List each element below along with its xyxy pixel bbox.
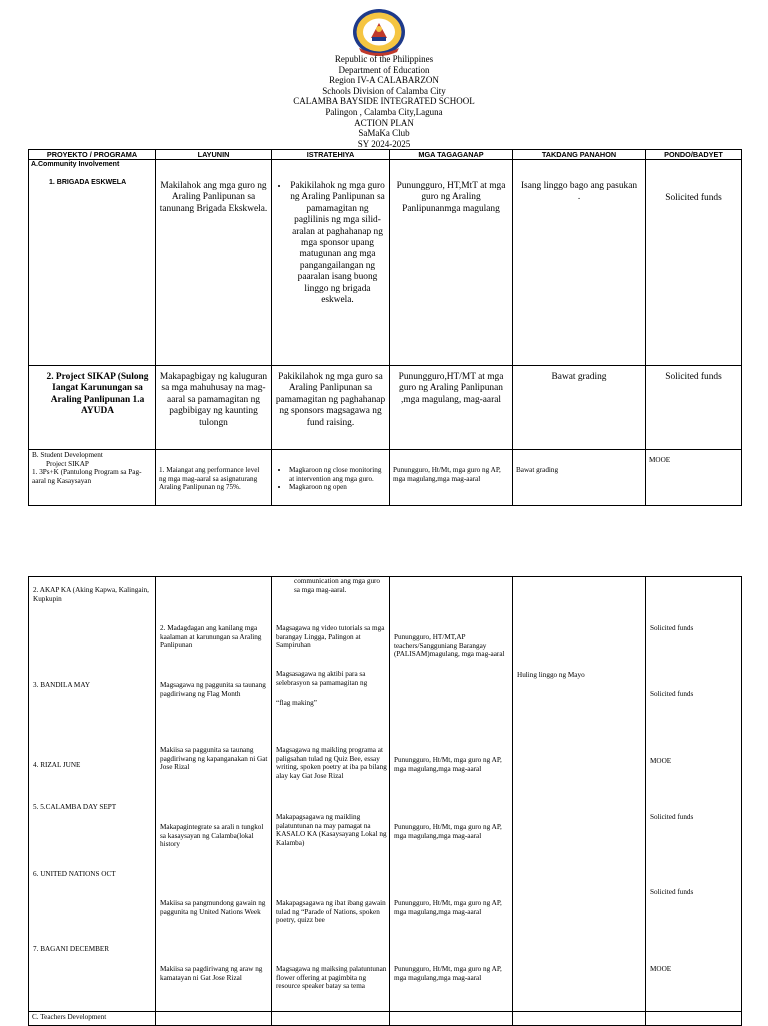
objective-ayuda: Makapagbigay ng kaluguran sa mga mahuhusay na mag-aaral sa pamamagitan ng pagbibigay ng kaunting tulongn <box>159 372 268 428</box>
strategy-bandila-flag-making: “flag making” <box>276 699 317 707</box>
strategy-bandila: Magsasagawa ng aktibi para sa selebrasyon sa pamamagitan ng <box>276 670 368 687</box>
col-header-pondo: PONDO/BADYET <box>646 150 742 160</box>
objective-un: Makiisa sa pangmundong gawain ng paggunita ng United Nations Week <box>160 899 266 916</box>
document-header <box>0 54 768 149</box>
header-address: Palingon , Calamba City,Laguna <box>325 106 443 117</box>
budget-rizal: MOOE <box>650 757 672 765</box>
project-bandila-may: 3. BANDILA MAY <box>33 681 91 689</box>
section-title-community: A.Community Involvement <box>31 161 120 168</box>
objective-akap-ka: 2. Madagdagan ang kanilang mga kaalaman at karunungan sa Araling Panlipunan <box>160 624 262 650</box>
implementers-3psk: Punungguro, Ht/Mt, mga guro ng AP, mga magulang,mga mag-aaral <box>393 466 501 483</box>
implementers-calamba: Punungguro, Ht/Mt, mga guro ng AP, mga magulang,mga mag-aaral <box>394 823 502 840</box>
objective-bagani: Makiisa sa pagdiriwang ng araw ng kamatayan ni Gat Jose Rizal <box>160 965 263 982</box>
budget-ayuda: Solicited funds <box>665 372 722 382</box>
section-title-teachers: C. Teachers Development <box>32 1013 107 1021</box>
action-plan-table-page2 <box>28 576 742 1026</box>
budget-bandila: Solicited funds <box>650 690 694 698</box>
schedule-brigada-mark: . <box>577 192 581 203</box>
budget-bagani: MOOE <box>650 965 672 973</box>
col-header-proyekto: PROYEKTO / PROGRAMA <box>29 150 156 160</box>
header-school-year: SY 2024-2025 <box>357 138 411 149</box>
objective-calamba: Makapagintegrate sa arali n tungkol sa kasaysayan ng Calamba(lokal history <box>160 823 264 849</box>
objective-bandila: Magsagawa ng paggunita sa taunang pagdiriwang ng Flag Month <box>160 681 266 698</box>
schedule-brigada: Isang linggo bago ang pasukan <box>520 181 638 191</box>
deped-seal-logo <box>351 8 407 56</box>
header-department: Department of Education <box>338 64 430 75</box>
project-bagani: 7. BAGANI DECEMBER <box>33 945 110 953</box>
header-school: CALAMBA BAYSIDE INTEGRATED SCHOOL <box>293 96 475 107</box>
budget-3psk: MOOE <box>649 456 671 464</box>
project-rizal-june: 4. RIZAL JUNE <box>33 761 81 769</box>
strategy-brigada: • Pakikilahok ng mga guro ng Araling Panlipunan sa pamamagitan ng paglilinis ng mga silid-aralan at paghahanap ng mga sponsor upang matugunan ang mga pangangailangan ng paaralan isang buong linggo ng brigada eskwela. <box>289 181 386 306</box>
project-brigada-eskwela: 1. BRIGADA ESKWELA <box>49 179 127 186</box>
strategy-3psk-monitoring: • Magkaroon ng close monitoring at intervention ang mga guro. <box>289 466 386 483</box>
budget-brigada: Solicited funds <box>665 193 722 203</box>
table-row <box>29 577 742 1012</box>
objective-3psk: 1. Maiangat ang performance level ng mga mag-aaral sa asignaturang Araling Panlipunan ng 75%. <box>159 466 260 492</box>
implementers-brigada: Punungguro, HT,MtT at mga guro ng Araling Panlipunanmga magulang <box>396 181 506 214</box>
implementers-un: Punungguro, Ht/Mt, mga guro ng AP, mga magulang,mga mag-aaral <box>394 899 502 916</box>
project-united-nations: 6. UNITED NATIONS OCT <box>33 870 116 878</box>
strategy-bagani: Magsagawa ng maiksing palatuntunan flower offering at pagimbita ng resource speaker batay sa tema <box>276 965 387 991</box>
table-row <box>29 450 742 506</box>
budget-calamba: Solicited funds <box>650 813 694 821</box>
col-header-tagaganap: MGA TAGAGANAP <box>390 150 513 160</box>
implementers-bagani: Punungguro, Ht/Mt, mga guro ng AP, mga magulang,mga mag-aaral <box>394 965 502 982</box>
table-row <box>29 160 742 366</box>
strategy-calamba: Makapagsagawa ng maikling palatuntunan na may pamagat na KASALO KA (Kasaysayang Lokal ng Kalamba) <box>276 813 387 847</box>
project-sikap-ayuda: 2. Project SIKAP (Sulong Iangat Karunungan sa Araling Panlipunan 1.a AYUDA <box>46 372 149 417</box>
table-row <box>29 366 742 450</box>
strategy-rizal: Magsagawa ng maikling programa at paligsahan tulad ng Quiz Bee, essay writing, spoken poetry at iba pa bilang alay kay Gat Jose Rizal <box>276 746 387 780</box>
header-region: Region IV-A CALABARZON <box>329 75 439 86</box>
header-country: Republic of the Philippines <box>334 54 434 64</box>
section-subtitle-sikap: Project SIKAP <box>46 459 89 468</box>
implementers-ayuda: Punungguro,HT/MT at mga guro ng Araling Panlipunan ,mga magulang, mag-aaral <box>398 372 504 405</box>
section-title-student: B. Student Development <box>32 451 103 459</box>
budget-akap-ka: Solicited funds <box>650 624 694 632</box>
project-akap-ka: 2. AKAP KA (Aking Kapwa, Kalingain, Kupkupin <box>33 586 149 603</box>
budget-un: Solicited funds <box>650 888 694 896</box>
implementers-rizal: Punungguro, Ht/Mt, mga guro ng AP, mga magulang,mga mag-aaral <box>394 756 502 773</box>
strategy-ayuda: Pakikilahok ng mga guro sa Araling Panlipunan sa pamamagitan ng paghahanap ng sponsors magsagawa ng fund raising. <box>275 372 386 428</box>
project-calamba-day: 5. 5.CALAMBA DAY SEPT <box>33 803 117 811</box>
objective-rizal: Makiisa sa paggunita sa taunang pagdiriwang ng kapanganakan ni Gat Jose Rizal <box>160 746 268 772</box>
schedule-3psk: Bawat grading <box>516 466 559 474</box>
objective-brigada: Makilahok ang mga guro ng Araling Panlipunan sa tanunang Brigada Ekskwela. <box>159 181 268 214</box>
project-3psk: 1. 3Ps+K (Pantulong Program sa Pag-aaral ng Kasaysayan <box>32 468 142 485</box>
strategy-3psk-communication-cont: communication ang mga guro sa mga mag-aaral. <box>294 577 381 594</box>
col-header-istratehiya: ISTRATEHIYA <box>272 150 390 160</box>
action-plan-table-page1 <box>28 149 742 506</box>
table-row <box>29 1012 742 1026</box>
schedule-bandila: Huling linggo ng Mayo <box>517 671 585 679</box>
schedule-ayuda: Bawat grading <box>551 372 607 382</box>
header-club: SaMaKa Club <box>358 128 410 139</box>
header-doc-title: ACTION PLAN <box>354 117 414 128</box>
col-header-takdang-panahon: TAKDANG PANAHON <box>513 150 646 160</box>
strategy-un: Makapagsagawa ng ibat ibang gawain tulad ng “Parade of Nations, spoken poetry, quizz bee <box>276 899 386 925</box>
strategy-3psk-communication: • Magkaroon ng open <box>289 483 386 492</box>
header-division: Schools Division of Calamba City <box>322 85 446 96</box>
col-header-layunin: LAYUNIN <box>156 150 272 160</box>
implementers-akap-ka: Punungguro, HT/MT,AP teachers/Sangguniang Barangay (PALISAM)magulang, mga mag-aaral <box>394 633 505 659</box>
strategy-akap-ka: Magsagawa ng video tutorials sa mga barangay Lingga, Palingon at Sampiruhan <box>276 624 385 650</box>
